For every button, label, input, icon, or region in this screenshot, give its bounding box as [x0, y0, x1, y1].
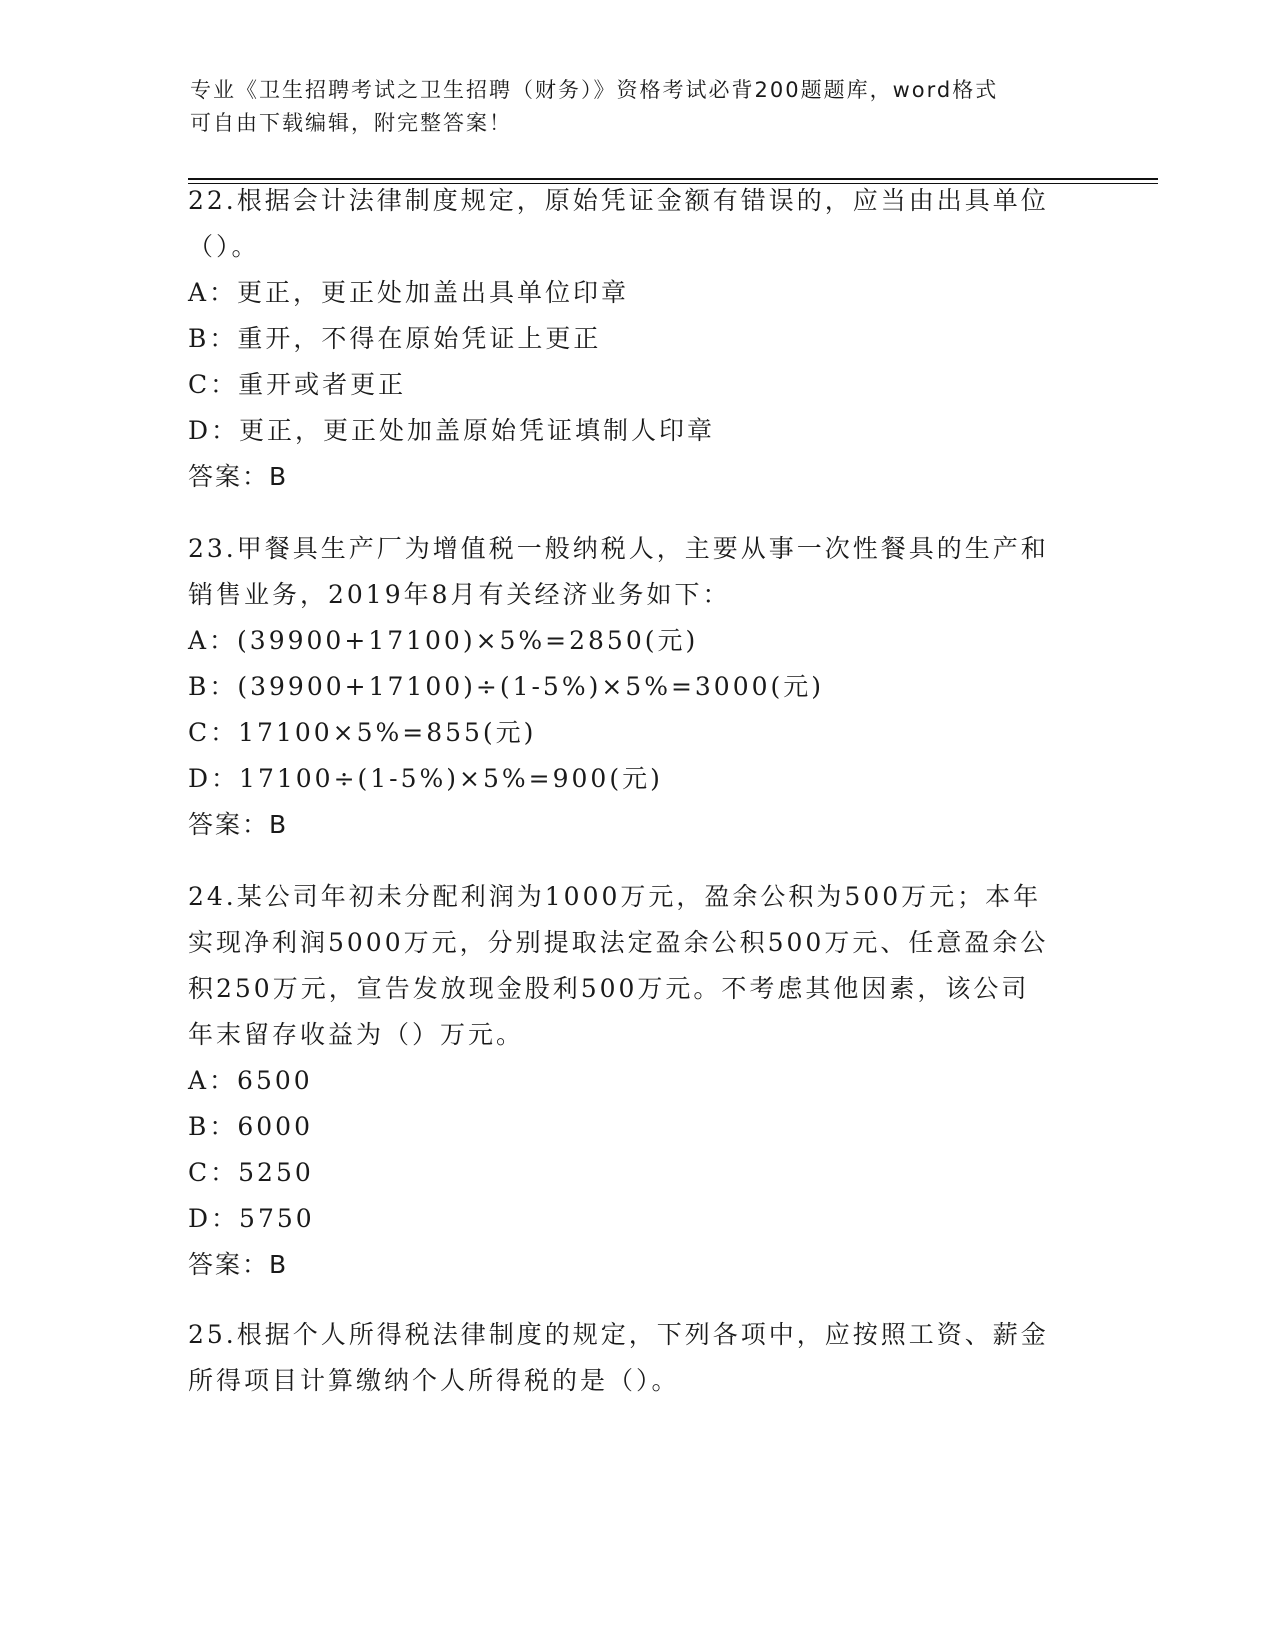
- question-23: [188, 526, 1088, 848]
- answer-line: 答案：B: [188, 810, 289, 839]
- header-line: 可自由下载编辑，附完整答案！: [190, 111, 512, 135]
- option-a: A：更正，更正处加盖出具单位印章: [188, 278, 630, 307]
- stem-line: 25.根据个人所得税法律制度的规定，下列各项中，应按照工资、薪金: [188, 1320, 1049, 1349]
- answer-line: 答案：B: [188, 462, 289, 491]
- option-a: A：6500: [188, 1066, 313, 1095]
- option-d: D：5750: [188, 1204, 315, 1233]
- question-stem: [188, 874, 1088, 1058]
- option-b: B：(39900+17100)÷(1-5%)×5%=3000(元): [188, 672, 825, 701]
- question-stem: [188, 526, 1088, 618]
- stem-line: （）。: [188, 232, 260, 261]
- option-d: D：更正，更正处加盖原始凭证填制人印章: [188, 416, 716, 445]
- question-22: [188, 178, 1088, 500]
- option-a: A：(39900+17100)×5%=2850(元): [188, 626, 699, 655]
- option-c: C：17100×5%=855(元): [188, 718, 537, 747]
- option-b: B：重开，不得在原始凭证上更正: [188, 324, 602, 353]
- stem-line: 积250万元，宣告发放现金股利500万元。不考虑其他因素，该公司: [188, 974, 1030, 1003]
- header-line: 专业《卫生招聘考试之卫生招聘（财务）》资格考试必背200题题库，word格式: [190, 78, 999, 102]
- option-c: C：5250: [188, 1158, 314, 1187]
- stem-line: 所得项目计算缴纳个人所得税的是（）。: [188, 1366, 680, 1395]
- question-stem: [188, 178, 1088, 270]
- document-header: [190, 74, 1090, 140]
- stem-line: 23.甲餐具生产厂为增值税一般纳税人，主要从事一次性餐具的生产和: [188, 534, 1049, 563]
- stem-line: 销售业务，2019年8月有关经济业务如下：: [188, 580, 731, 609]
- question-25: [188, 1312, 1088, 1404]
- answer-line: 答案：B: [188, 1250, 289, 1279]
- stem-line: 22.根据会计法律制度规定，原始凭证金额有错误的，应当由出具单位: [188, 186, 1049, 215]
- option-d: D：17100÷(1-5%)×5%=900(元): [188, 764, 663, 793]
- stem-line: 年末留存收益为（）万元。: [188, 1020, 525, 1049]
- question-24: [188, 874, 1088, 1288]
- question-stem: [188, 1312, 1088, 1404]
- option-b: B：6000: [188, 1112, 313, 1141]
- stem-line: 24.某公司年初未分配利润为1000万元，盈余公积为500万元；本年: [188, 882, 1042, 911]
- stem-line: 实现净利润5000万元，分别提取法定盈余公积500万元、任意盈余公: [188, 928, 1049, 957]
- option-c: C：重开或者更正: [188, 370, 407, 399]
